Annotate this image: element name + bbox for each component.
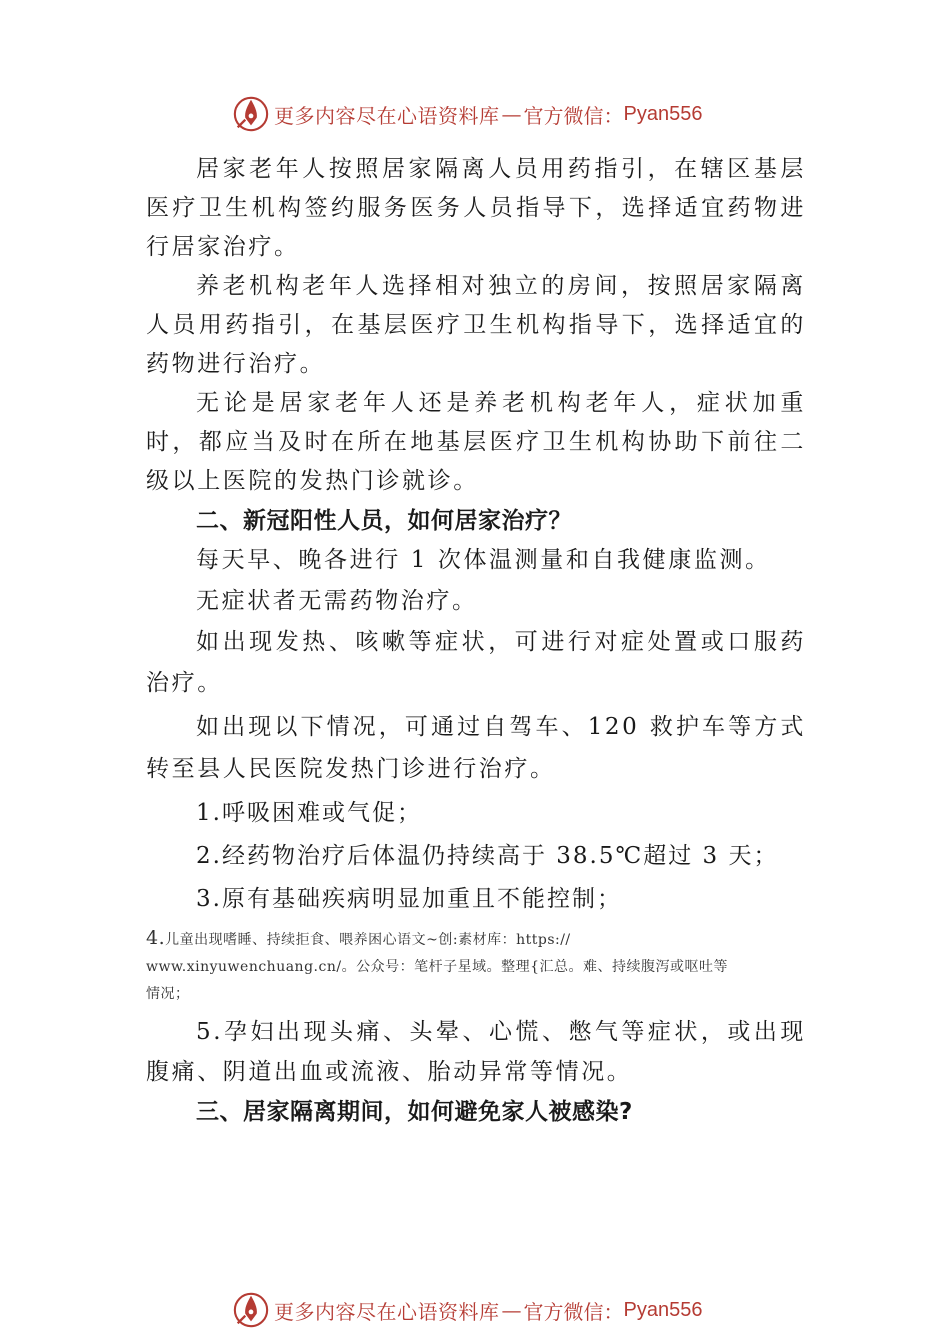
paragraph-temperature-monitoring: 每天早、晚各进行 1 次体温测量和自我健康监测。	[196, 547, 771, 573]
list-item-2: 2.经药物治疗后体温仍持续高于 38.5℃超过 3 天；	[196, 843, 779, 869]
section-2-heading: 二、新冠阳性人员，如何居家治疗？	[196, 508, 572, 534]
paragraph-transfer-conditions: 如出现以下情况，可通过自驾车、120 救护车等方式转至县人民医院发热门诊进行治疗。	[146, 714, 806, 782]
header-brand-text: 更多内容尽在心语资料库	[274, 103, 500, 128]
paragraph-symptom-worsen: 无论是居家老年人还是养老机构老年人，症状加重时，都应当及时在所在地基层医疗卫生机构协助下前往二级以上医院的发热门诊就诊。	[146, 390, 806, 494]
list-item-4-line-1: 儿童出现嗜睡、持续拒食、喂养困心语文~创:素材库：https://	[165, 932, 571, 948]
paragraph-symptom-treatment: 如出现发热、咳嗽等症状，可进行对症处置或口服药治疗。	[146, 629, 806, 696]
footer-wechat-label: 官方微信：	[523, 1299, 624, 1324]
footer-banner	[232, 1290, 702, 1330]
footer-dash: —	[501, 1298, 522, 1322]
paragraph-care-home-elderly: 养老机构老年人选择相对独立的房间，按照居家隔离人员用药指引，在基层医疗卫生机构指导下，选择适宜的药物进行治疗。	[146, 273, 806, 377]
header-banner	[232, 94, 702, 134]
list-item-4-line-2: www.xinyuwenchuang.cn/。公众号：笔杆子星域。整理{汇总。难、持续腹泻或呕吐等	[146, 959, 728, 975]
list-item-5: 5.孕妇出现头痛、头晕、心慌、憋气等症状，或出现腹痛、阴道出血或流液、胎动异常等情况。	[146, 1019, 806, 1085]
document-body	[146, 150, 806, 1132]
pen-nib-logo-icon	[232, 1291, 270, 1329]
footer-wechat-id: Pyan556	[623, 1298, 703, 1321]
section-3-heading: 三、居家隔离期间，如何避免家人被感染?	[196, 1099, 633, 1125]
list-item-1: 1.呼吸困难或气促；	[196, 800, 422, 826]
paragraph-asymptomatic: 无症状者无需药物治疗。	[196, 588, 478, 614]
list-item-4	[146, 925, 806, 1008]
header-wechat-label: 官方微信：	[523, 103, 624, 128]
footer-brand-text: 更多内容尽在心语资料库	[274, 1299, 500, 1324]
list-item-4-number: 4.	[146, 927, 166, 949]
header-dash: —	[501, 102, 522, 126]
pen-nib-logo-icon	[232, 95, 270, 133]
paragraph-home-elderly: 居家老年人按照居家隔离人员用药指引，在辖区基层医疗卫生机构签约服务医务人员指导下，选择适宜药物进行居家治疗。	[146, 156, 806, 260]
list-item-4-line-3: 情况；	[146, 986, 190, 1002]
header-wechat-id: Pyan556	[623, 102, 703, 125]
list-item-3: 3.原有基础疾病明显加重且不能控制；	[196, 886, 622, 912]
